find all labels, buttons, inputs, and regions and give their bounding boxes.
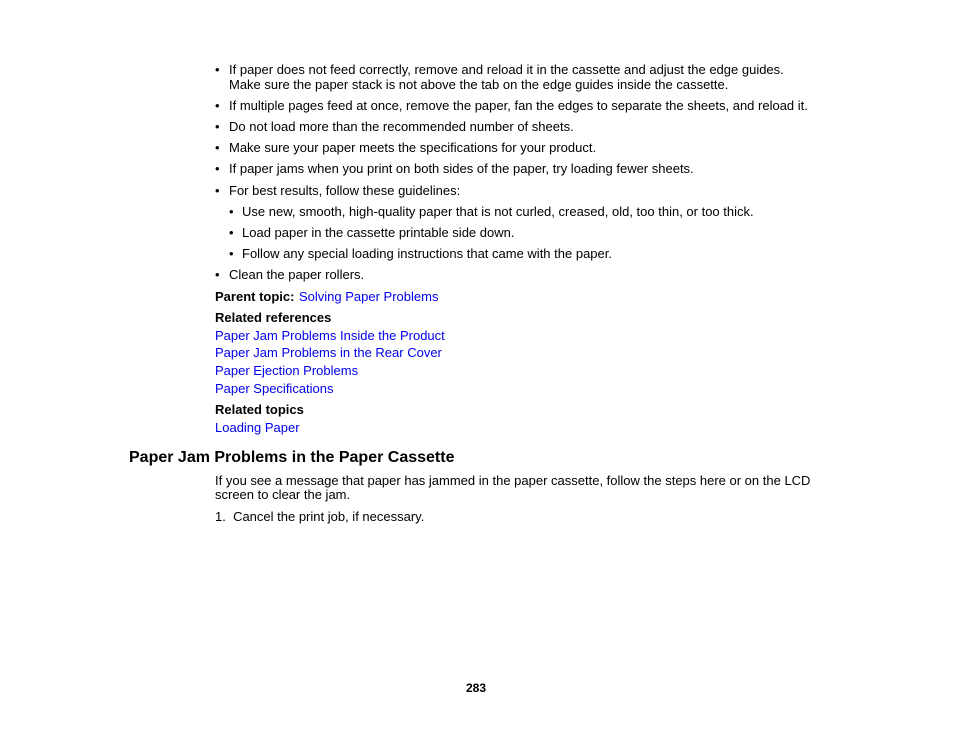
related-topics-heading: Related topics: [215, 402, 304, 417]
bullet-text: Make sure your paper meets the specifications for your product.: [229, 140, 597, 155]
parent-topic-link[interactable]: Solving Paper Problems: [299, 289, 439, 304]
bullet-text: Do not load more than the recommended number of sheets.: [229, 119, 574, 134]
bullet-text: Clean the paper rollers.: [229, 267, 365, 282]
bullet-icon: •: [215, 62, 220, 77]
sub-bullet-icon: •: [229, 204, 234, 219]
sub-bullet-text: Load paper in the cassette printable side down.: [242, 225, 515, 240]
step-1: 1. Cancel the print job, if necessary.: [215, 509, 425, 524]
bullet-icon: •: [215, 119, 220, 134]
bullet-icon: •: [215, 183, 220, 198]
section-intro: If you see a message that paper has jammed in the paper cassette, follow the steps here or on the LCD: [215, 473, 811, 488]
related-reference-link[interactable]: Paper Jam Problems Inside the Product: [215, 328, 445, 343]
section-intro-cont: screen to clear the jam.: [215, 487, 351, 502]
sub-bullet-text: Follow any special loading instructions that came with the paper.: [242, 246, 612, 261]
bullet-text-cont: Make sure the paper stack is not above the tab on the edge guides inside the cassette.: [229, 77, 729, 92]
bullet-text: For best results, follow these guidelines:: [229, 183, 461, 198]
bullet-text: If paper jams when you print on both sides of the paper, try loading fewer sheets.: [229, 161, 694, 176]
related-reference-link[interactable]: Paper Ejection Problems: [215, 363, 359, 378]
section-heading: Paper Jam Problems in the Paper Cassette: [129, 449, 455, 466]
related-reference-link[interactable]: Paper Specifications: [215, 381, 334, 396]
bullet-text: If paper does not feed correctly, remove and reload it in the cassette and adjust the edge guides.: [229, 62, 784, 77]
related-topic-link[interactable]: Loading Paper: [215, 420, 300, 435]
bullet-text: If multiple pages feed at once, remove the paper, fan the edges to separate the sheets, and reload it.: [229, 98, 808, 113]
bullet-icon: •: [215, 161, 220, 176]
related-references-heading: Related references: [215, 310, 332, 325]
bullet-icon: •: [215, 267, 220, 282]
bullet-icon: •: [215, 140, 220, 155]
related-reference-link[interactable]: Paper Jam Problems in the Rear Cover: [215, 345, 442, 360]
sub-bullet-icon: •: [229, 225, 234, 240]
bullet-icon: •: [215, 98, 220, 113]
parent-topic-label: Parent topic:: [215, 289, 295, 304]
sub-bullet-text: Use new, smooth, high-quality paper that is not curled, creased, old, too thin, or too thick.: [242, 204, 754, 219]
page-number: 283: [466, 681, 487, 695]
sub-bullet-icon: •: [229, 246, 234, 261]
